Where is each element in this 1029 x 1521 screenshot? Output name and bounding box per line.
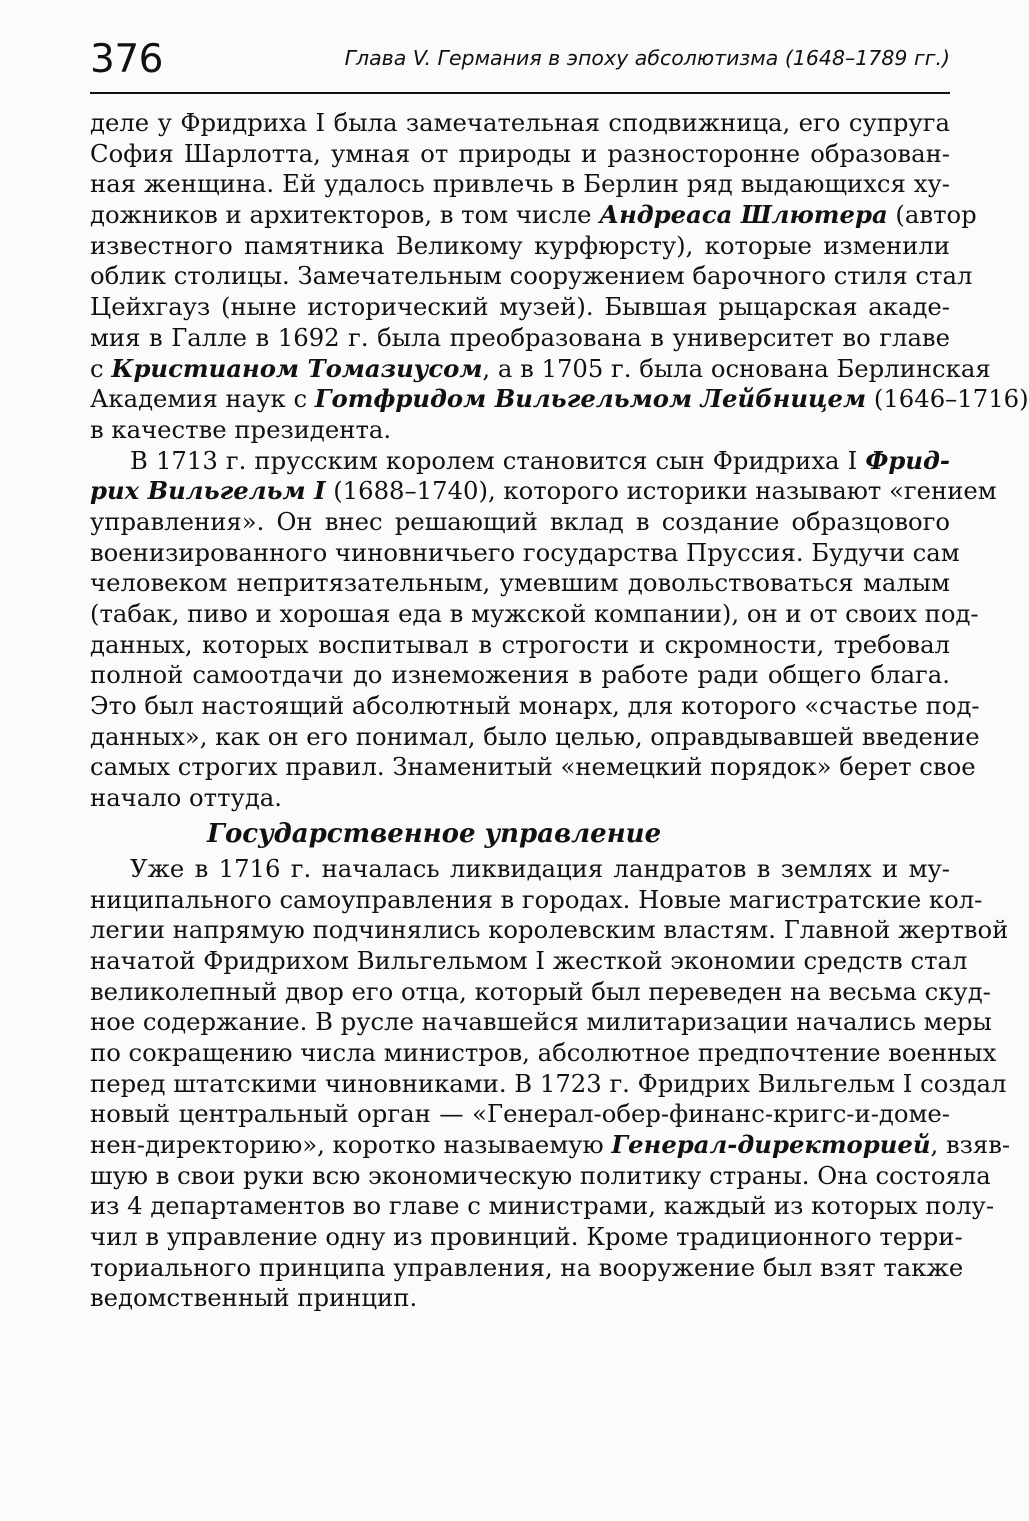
emphasized-name: Андреаса Шлютера xyxy=(599,200,888,230)
text-line xyxy=(90,691,980,722)
text-run: ниципального самоуправления в городах. Новые магистратские кол- xyxy=(90,884,983,914)
text-run: военизированного чиновничьего государства Пруссия. Будучи сам xyxy=(90,537,960,567)
text-run: (табак, пиво и хорошая еда в мужской компании), он и от своих под- xyxy=(90,599,979,628)
text-line xyxy=(90,1252,964,1284)
text-run: самых строгих правил. Знаменитый «немецкий порядок» берет свое xyxy=(90,752,976,782)
text-run: человеком непритязательным, умевшим довольствоваться малым xyxy=(90,568,950,598)
text-line xyxy=(90,537,960,569)
text-run: ведомственный принцип. xyxy=(90,1283,418,1313)
text-run: Академия наук с xyxy=(90,384,315,414)
text-run: данных, которых воспитывал в строгости и скромности, требовал xyxy=(90,629,950,659)
text-line xyxy=(90,721,980,753)
text-run: дожников и архитекторов, в том числе xyxy=(90,200,600,230)
text-run: ная женщина. Ей удалось привлечь в Берлин ряд выдающихся ху- xyxy=(90,169,950,199)
text-line xyxy=(90,1130,1011,1161)
text-run: управления». Он внес решающий вклад в создание образцового xyxy=(90,506,950,536)
text-run: ное содержание. В русле начавшейся милитаризации начались меры xyxy=(90,1007,992,1037)
text-line xyxy=(90,231,950,262)
text-line xyxy=(90,1099,950,1130)
text-line xyxy=(90,854,950,885)
text-run: великолепный двор его отца, который был переведен на весьма скуд- xyxy=(90,976,991,1006)
text-run: из 4 департаментов во главе с министрами, каждый из которых полу- xyxy=(90,1191,995,1221)
paragraph-2 xyxy=(90,445,997,814)
text-run: начатой Фридрихом Вильгельмом I жесткой экономии средств стал xyxy=(90,945,968,975)
text-line xyxy=(90,353,991,385)
emphasized-name: Генерал-директорией xyxy=(611,1130,931,1159)
text-run: облик столицы. Замечательным сооружением барочного стиля стал xyxy=(90,261,973,291)
text-run: перед штатскими чиновниками. В 1723 г. Фридрих Вильгельм I создал xyxy=(90,1068,1007,1098)
text-run: Цейхгауз (ныне исторический музей). Бывшая рыцарская акаде- xyxy=(90,292,950,322)
emphasized-name: Готфридом Вильгельмом Лейбницем xyxy=(314,384,867,414)
text-run: (1688–1740), которого историки называют «гением xyxy=(325,476,997,506)
running-head: Глава V. Германия в эпоху абсолютизма (1648–1789 гг.) xyxy=(344,46,950,70)
text-run: в качестве президента. xyxy=(90,414,392,444)
text-run: начало оттуда. xyxy=(90,783,282,813)
text-run: Это был настоящий абсолютный монарх, для которого «счастье под- xyxy=(90,691,980,721)
text-run: по сокращению числа министров, абсолютное предпочтение военных xyxy=(90,1037,997,1067)
text-line xyxy=(90,1191,995,1222)
text-line xyxy=(90,507,950,538)
text-line xyxy=(90,976,991,1008)
text-line xyxy=(90,323,950,354)
text-run: данных», как он его понимал, было целью, оправдывавшей введение xyxy=(90,721,980,751)
text-run: полной самоотдачи до изнеможения в работе ради общего блага. xyxy=(90,660,950,690)
text-line xyxy=(90,108,950,139)
body-text xyxy=(90,108,1029,1314)
text-run: чил в управление одну из провинций. Кроме традиционного терри- xyxy=(90,1222,963,1252)
text-line xyxy=(90,568,950,599)
section-heading: Государственное управление xyxy=(207,818,662,849)
header-rule xyxy=(90,92,950,94)
text-run: София Шарлотта, умная от природы и разносторонне образован- xyxy=(90,138,950,168)
text-run: В 1713 г. прусским королем становится сын Фридриха I xyxy=(130,445,866,475)
text-run: известного памятника Великому курфюрсту), которые изменили xyxy=(90,230,950,260)
text-run: новый центральный орган — «Генерал-обер-финанс-кригс-и-доме- xyxy=(90,1099,950,1129)
text-line xyxy=(90,752,976,783)
text-line xyxy=(90,169,950,200)
page-header xyxy=(90,30,950,90)
text-line xyxy=(90,446,950,477)
emphasized-name: Фрид- xyxy=(865,445,950,475)
text-line xyxy=(90,200,977,231)
text-line xyxy=(90,1068,1007,1100)
text-line xyxy=(90,660,950,691)
text-run: деле у Фридриха I была замечательная сподвижница, его супруга xyxy=(90,108,950,137)
text-run: (1646–1716) xyxy=(866,384,1029,414)
text-line xyxy=(90,1222,963,1253)
text-run: мия в Галле в 1692 г. была преобразована в университет во главе xyxy=(90,322,950,352)
text-line xyxy=(90,945,968,977)
text-line xyxy=(90,599,979,630)
text-run: шую в свои руки всю экономическую политику страны. Она состояла xyxy=(90,1160,991,1190)
text-line xyxy=(90,415,950,446)
page-number: 376 xyxy=(90,37,163,82)
emphasized-name: рих Вильгельм I xyxy=(90,476,326,506)
text-run: с xyxy=(90,353,112,383)
emphasized-name: Кристианом Томазиусом xyxy=(111,353,483,383)
text-run: (автор xyxy=(887,200,977,230)
text-run: легии напрямую подчинялись королевским властям. Главной жертвой xyxy=(90,915,1009,945)
text-line xyxy=(90,884,983,916)
text-line xyxy=(90,139,950,170)
text-run: , взяв- xyxy=(930,1130,1011,1159)
text-line xyxy=(90,476,997,507)
text-line xyxy=(90,261,973,292)
text-line xyxy=(90,1007,992,1038)
text-line xyxy=(90,783,950,814)
text-line xyxy=(90,630,950,661)
text-run: , а в 1705 г. была основана Берлинская xyxy=(482,353,991,383)
text-line xyxy=(90,384,1029,415)
text-line xyxy=(90,1283,950,1314)
text-line xyxy=(90,1037,997,1069)
paragraph-1 xyxy=(90,108,1029,446)
text-run: нен-директорию», коротко называемую xyxy=(90,1130,612,1159)
text-line xyxy=(90,915,1009,946)
text-run: Уже в 1716 г. началась ликвидация ландратов в землях и му- xyxy=(130,853,950,883)
text-line xyxy=(90,1160,991,1192)
paragraph-3 xyxy=(90,853,1011,1314)
text-line xyxy=(90,292,950,323)
text-run: ториального принципа управления, на вооружение был взят также xyxy=(90,1252,964,1282)
